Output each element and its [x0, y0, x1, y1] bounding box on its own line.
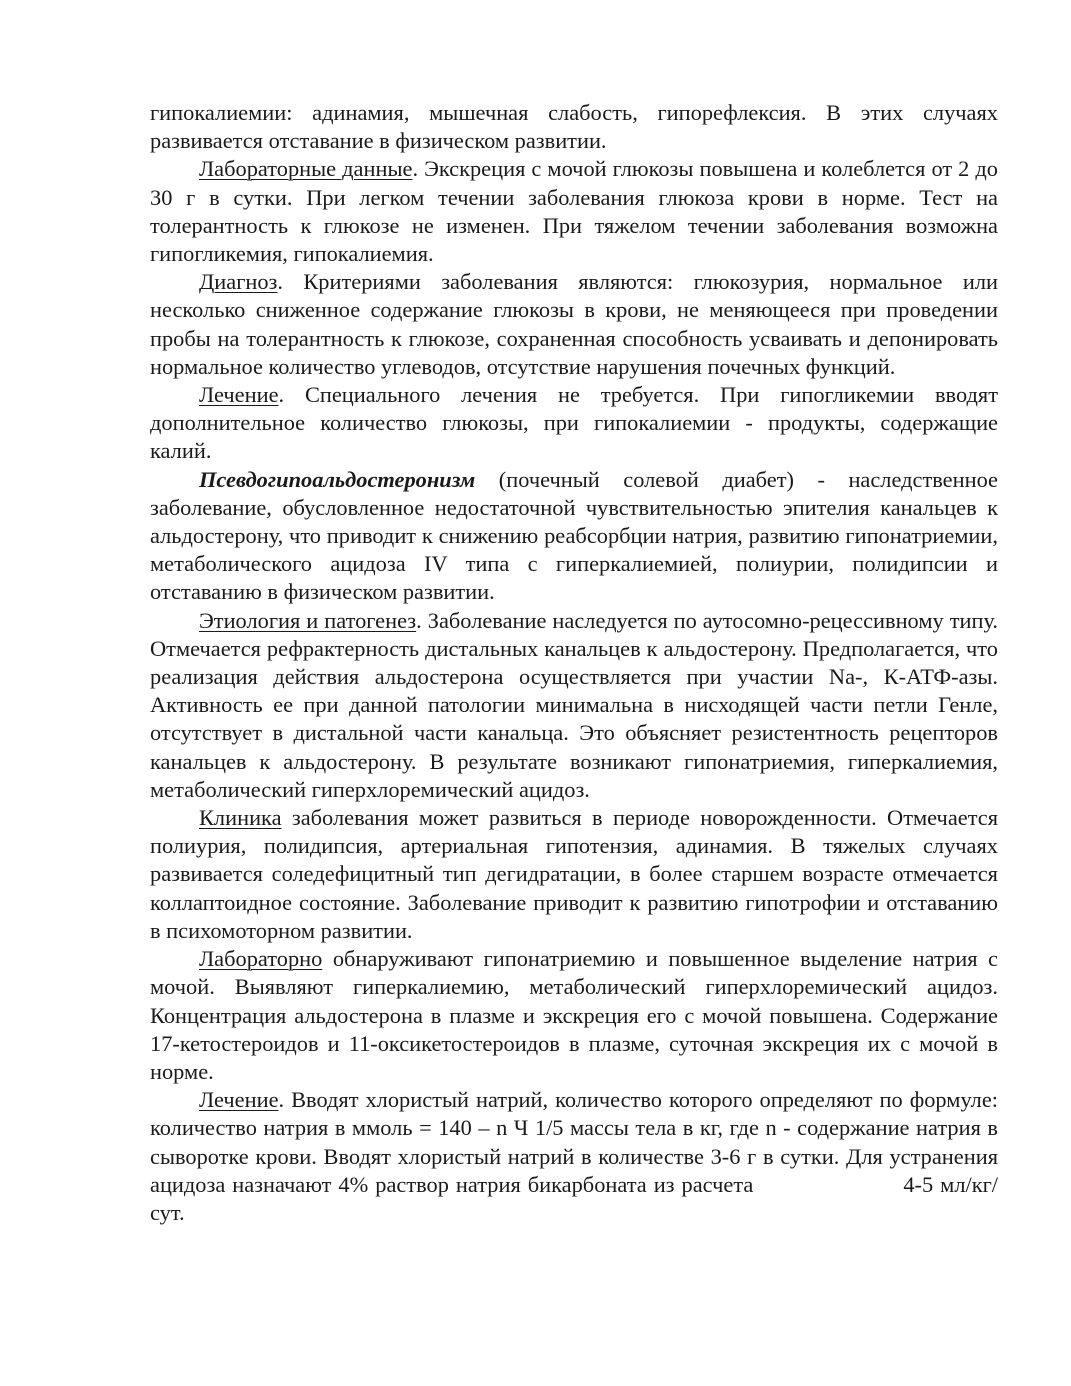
paragraph-text: . Экскреция с мочой глюкозы повышена и колеблется от 2 до 30 г в сутки. При легком течении заболевания глюкоза крови в норме. Тест на толерантность к глюкозе не изменен. При тяжелом течении заболевания возможна гипогликемия, гипокалиемия.	[150, 156, 999, 267]
paragraph-text: обнаруживают гипонатриемию и повышенное выделение натрия с мочой. Выявляют гиперкалиемию, метаболический гиперхлоремический ацидоз. Концентрация альдостерона в плазме и экскреция его с мочой повышена. Содержание 17-кетостероидов и 11-оксикетостероидов в плазме, суточная экскреция их с мочой в норме.	[150, 946, 998, 1084]
paragraph-diagnosis	[150, 268, 998, 381]
section-heading-etiology: Этиология и патогенез	[199, 607, 417, 633]
paragraph-clinic	[150, 804, 998, 945]
paragraph-pseudohypoaldosteronism	[150, 466, 998, 607]
paragraph-etiology	[150, 607, 998, 804]
section-heading-diagnosis: Диагноз	[199, 269, 278, 295]
section-heading-clinic: Клиника	[199, 805, 282, 831]
section-heading-laboratory: Лабораторно	[199, 946, 323, 972]
section-heading-treatment: Лечение	[199, 382, 279, 408]
paragraph-text: . Вводят хлористый натрий, количество которого определяют по формуле: количество натрия в ммоль = 140 – n Ч 1/5 массы тела в кг, где n - содержание натрия в сыворотке крови. Вводят хлористый натрий в количестве 3-6 г в сутки. Для устранения ацидоза назначают 4% раствор натрия бикарбоната из расчета	[150, 1087, 998, 1197]
paragraph-laboratory	[150, 945, 998, 1086]
document-page	[150, 99, 998, 1227]
paragraph-text: . Заболевание наследуется по аутосомно-рецессивному типу. Отмечается рефрактерность дистальных канальцев к альдостерону. Предполагается, что реализация действия альдостерона осуществляется при участии Na-, К-АТФ-азы. Активность ее при данной патологии минимальна в нисходящей части петли Генле, отсутствует в дистальной части канальца. Это объясняет резистентность рецепторов канальцев к альдостерону. В результате возникают гипонатриемия, гиперкалиемия, метаболический гиперхлоремический ацидоз.	[150, 607, 998, 802]
dosage-text: 4-5 мл/кг/сут.	[150, 1171, 998, 1225]
term-pseudohypoaldosteronism: Псевдогипоальдостеронизм	[199, 466, 476, 492]
paragraph-treatment-1	[150, 381, 998, 466]
paragraph-lab-data	[150, 155, 998, 268]
paragraph-text: . Критериями заболевания являются: глюкозурия, нормальное или несколько сниженное содержание глюкозы в крови, не меняющееся при проведении пробы на толерантность к глюкозе, сохраненная способность усваивать и депонировать нормальное количество углеводов, отсутствие нарушения почечных функций.	[150, 269, 998, 379]
paragraph-text: заболевания может развиться в периоде новорожденности. Отмечается полиурия, полидипсия, артериальная гипотензия, адинамия. В тяжелых случаях развивается соледефицитный тип дегидратации, в более старшем возрасте отмечается коллаптоидное состояние. Заболевание приводит к развитию гипотрофии и отставанию в психомоторном развитии.	[150, 805, 998, 943]
section-heading-treatment: Лечение	[199, 1087, 279, 1113]
section-heading-lab-data: Лабораторные данные	[199, 156, 413, 182]
paragraph-treatment-2	[150, 1086, 998, 1227]
paragraph-text: . Специального лечения не требуется. При гипогликемии вводят дополнительное количество глюкозы, при гипокалиемии - продукты, содержащие калий.	[150, 382, 998, 464]
paragraph-text: (почечный солевой диабет) - наследственное заболевание, обусловленное недостаточной чувствительностью эпителия канальцев к альдостерону, что приводит к снижению реабсорбции натрия, развитию гипонатриемии, метаболического ацидоза IV типа с гиперкалиемией, полиурии, полидипсии и отставанию в физическом развитии.	[150, 466, 998, 605]
paragraph-intro	[150, 99, 998, 155]
paragraph-text: гипокалиемии: адинамия, мышечная слабость, гипорефлексия. В этих случаях развивается отставание в физическом развитии.	[150, 100, 998, 154]
